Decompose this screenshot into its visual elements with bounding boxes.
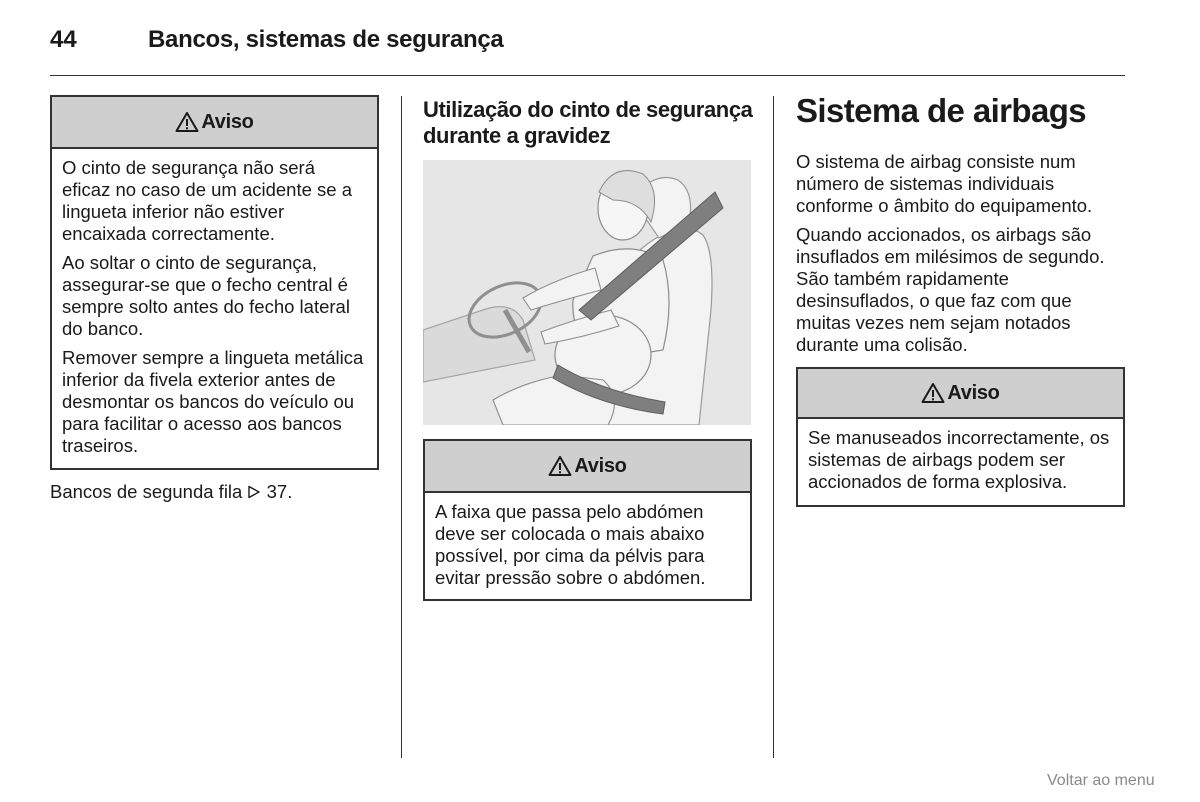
crossref-link[interactable] bbox=[50, 481, 292, 503]
pregnancy-seatbelt-illustration bbox=[423, 160, 751, 425]
column-divider-1 bbox=[401, 96, 402, 758]
pregnancy-warning-box bbox=[423, 439, 752, 601]
airbag-paragraph: Quando accionados, os airbags são insuflados em milésimos de segundo. São também rapidamente desinsuflados, o que faz com que muitas vezes nem sejam notados durante uma colisão. bbox=[796, 224, 1105, 355]
column-divider-2 bbox=[773, 96, 774, 758]
page-title: Bancos, sistemas de segurança bbox=[148, 26, 504, 53]
warning-body bbox=[798, 419, 1123, 501]
header-divider bbox=[50, 75, 1125, 76]
warning-body bbox=[52, 149, 377, 465]
seatbelt-warning-box bbox=[50, 95, 379, 470]
warning-title: Aviso bbox=[947, 381, 1000, 404]
warning-triangle-icon bbox=[548, 455, 572, 477]
warning-body bbox=[425, 493, 750, 597]
crossref-page: 37. bbox=[266, 481, 293, 502]
pregnancy-section-heading: Utilização do cinto de segurança durante a gravidez bbox=[423, 97, 753, 148]
warning-header bbox=[425, 441, 750, 493]
warning-triangle-icon bbox=[921, 382, 945, 404]
warning-paragraph: Se manuseados incorrectamente, os sistemas de airbags podem ser accionados de forma explosiva. bbox=[808, 427, 1110, 492]
warning-paragraph: O cinto de segurança não será eficaz no caso de um acidente se a lingueta inferior não estiver encaixada correctamente. bbox=[62, 157, 353, 244]
arrow-right-icon bbox=[247, 481, 261, 502]
warning-paragraph: A faixa que passa pelo abdómen deve ser colocada o mais abaixo possível, por cima da pélvis para evitar pressão sobre o abdómen. bbox=[435, 501, 706, 588]
back-to-menu-link[interactable]: Voltar ao menu bbox=[1047, 772, 1155, 789]
warning-triangle-icon bbox=[175, 111, 199, 133]
airbag-section-heading: Sistema de airbags bbox=[796, 92, 1087, 129]
airbag-warning-box bbox=[796, 367, 1125, 507]
warning-paragraph: Remover sempre a lingueta metálica inferior da fivela exterior antes de desmontar os bancos do veículo ou para facilitar o acesso aos bancos traseiros. bbox=[62, 347, 364, 456]
airbag-description bbox=[796, 151, 1131, 363]
warning-title: Aviso bbox=[201, 110, 254, 133]
warning-title: Aviso bbox=[574, 454, 627, 477]
warning-paragraph: Ao soltar o cinto de segurança, assegurar-se que o fecho central é sempre solto antes do fecho lateral do banco. bbox=[62, 252, 350, 339]
warning-header bbox=[798, 369, 1123, 419]
warning-header bbox=[52, 97, 377, 149]
page-number: 44 bbox=[50, 26, 77, 53]
crossref-text: Bancos de segunda fila bbox=[50, 481, 243, 502]
airbag-paragraph: O sistema de airbag consiste num número de sistemas individuais conforme o âmbito do equipamento. bbox=[796, 151, 1093, 216]
